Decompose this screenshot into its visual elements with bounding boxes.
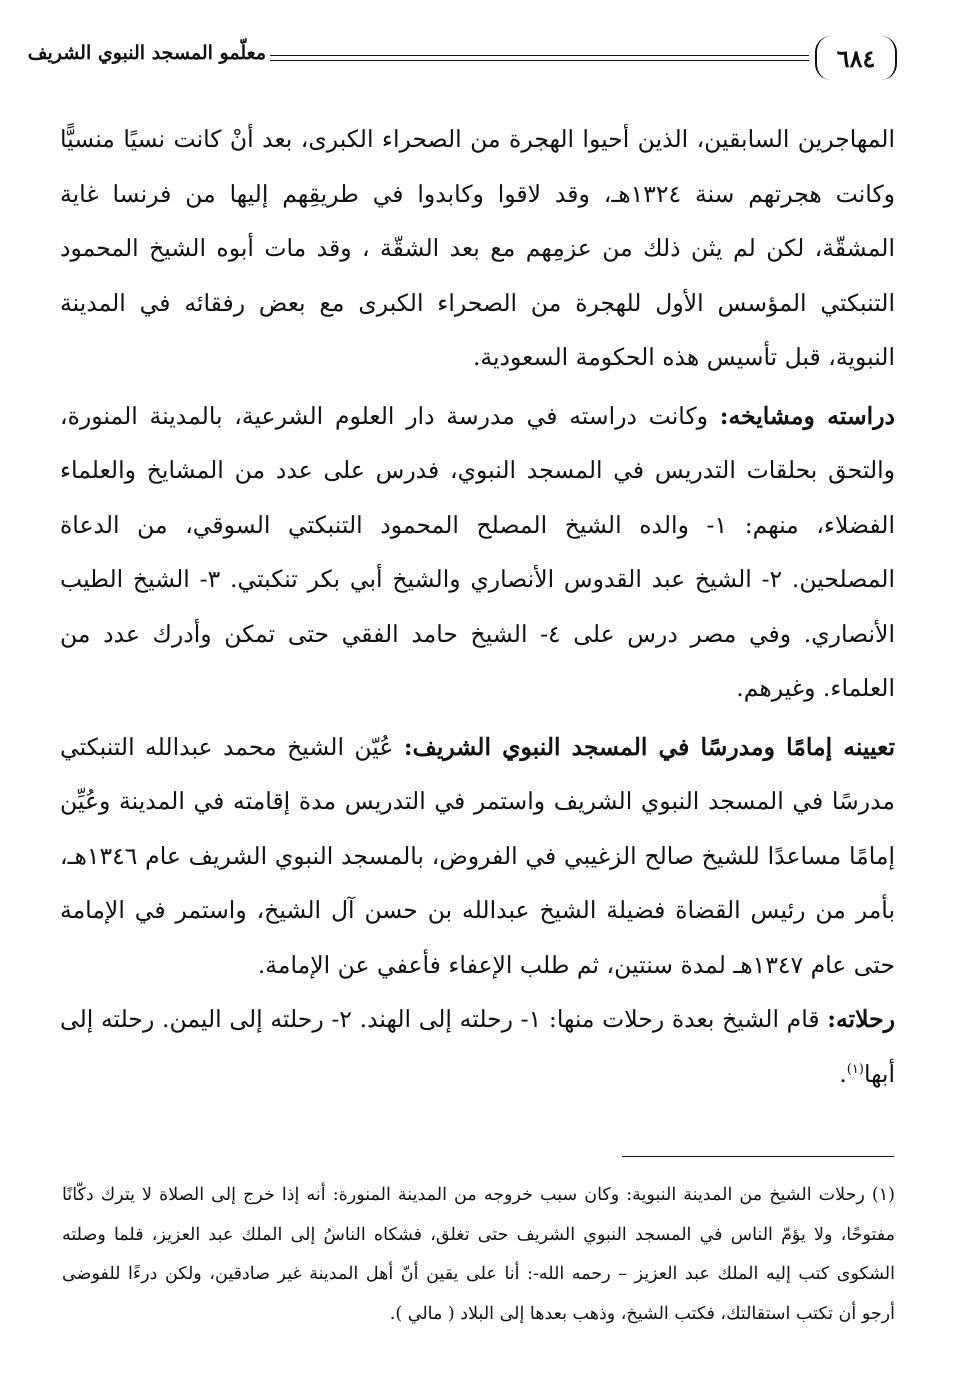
appointment-heading: تعيينه إمامًا ومدرسًا في المسجد النبوي الشريف: (403, 732, 895, 761)
travels-text: قام الشيخ بعدة رحلات منها: ١- رحلته إلى الهند. ٢- رحلته إلى اليمن. رحلته إلى أبها (60, 1005, 895, 1088)
header-rule (270, 55, 809, 56)
page-number: ٦٨٤ (815, 36, 897, 80)
travels-paragraph (60, 992, 895, 1101)
footnote-reference[interactable]: (١) (846, 1061, 864, 1077)
studies-paragraph (60, 389, 895, 716)
footnote (62, 1176, 895, 1334)
intro-paragraph: المهاجرين السابقين، الذين أحيوا الهجرة من الصحراء الكبرى، بعد أنْ كانت نسيًا منسيًّا وكانت هجرتهم سنة ١٣٢٤هـ، وقد لاقوا وكابدوا في طريقِهم إليها من فرنسا غاية المشقّة، لكن لم يثن ذلك من عزمِهم مع بعد الشقّة ، وقد مات أبوه الشيخ المحمود التنبكتي المؤسس الأول للهجرة من الصحراء الكبرى مع بعض رفقائه في المدينة النبوية، قبل تأسيس هذه الحكومة السعودية. (60, 125, 895, 371)
appointment-text: عُيّن الشيخ محمد عبدالله التنبكتي مدرسًا في المسجد النبوي الشريف واستمر في التدريس مدة إقامته في المدينة وعُيِّن إمامًا مساعدًا للشيخ صالح الزغيبي في الفروض، بالمسجد النبوي الشريف عام ١٣٤٦هـ، بأمر من رئيس القضاة فضيلة الشيخ عبدالله بن حسن آل الشيخ، واستمر في الإمامة حتى عام ١٣٤٧هـ لمدة سنتين، ثم طلب الإعفاء فأعفي عن الإمامة. (60, 732, 895, 979)
main-text (60, 112, 895, 1101)
studies-text: وكانت دراسته في مدرسة دار العلوم الشرعية، بالمدينة المنورة، والتحق بحلقات التدريس في المسجد النبوي، فدرس على عدد من المشايخ والعلماء الفضلاء، منهم: ١- والده الشيخ المصلح المحمود التنبكتي السوقي، من الدعاة المصلحين. ٢- الشيخ عبد القدوس الأنصاري والشيخ أبي بكر تنكبتي. ٣- الشيخ الطيب الأنصاري. وفي مصر درس على ٤- الشيخ حامد الفقي حتى تمكن وأدرك عدد من العلماء. وغيرهم. (60, 401, 895, 702)
travels-end: . (839, 1059, 847, 1088)
travels-heading: رحلاته: (827, 1005, 895, 1033)
page-header (27, 36, 897, 82)
footnote-text: (١) رحلات الشيخ من المدينة النبوية: وكان سبب خروجه من المدينة المنورة: أنه إذا خرج إلى الصلاة لا يترك دكّانًا مفتوحًا، ولا يؤمّ الناس في المسجد النبوي الشريف حتى تغلق، فشكاه الناسُ إلى الملك عبد العزيز، فلما وصلته الشكوى كتب إليه الملك عبد العزيز – رحمه الله-: أنا على يقين أنّ أهل المدينة غير صادقين، ولكن درءًا للفوضى أرجو أن تكتب استقالتك، فكتب الشيخ، وذهب بعدها إلى البلاد ( مالي ). (62, 1185, 895, 1324)
appointment-paragraph (60, 720, 895, 993)
footnote-separator (622, 1156, 894, 1157)
studies-heading: دراسته ومشايخه: (719, 401, 896, 430)
header-rule (270, 60, 809, 61)
running-title: معلّمو المسجد النبوي الشريف (27, 42, 266, 64)
